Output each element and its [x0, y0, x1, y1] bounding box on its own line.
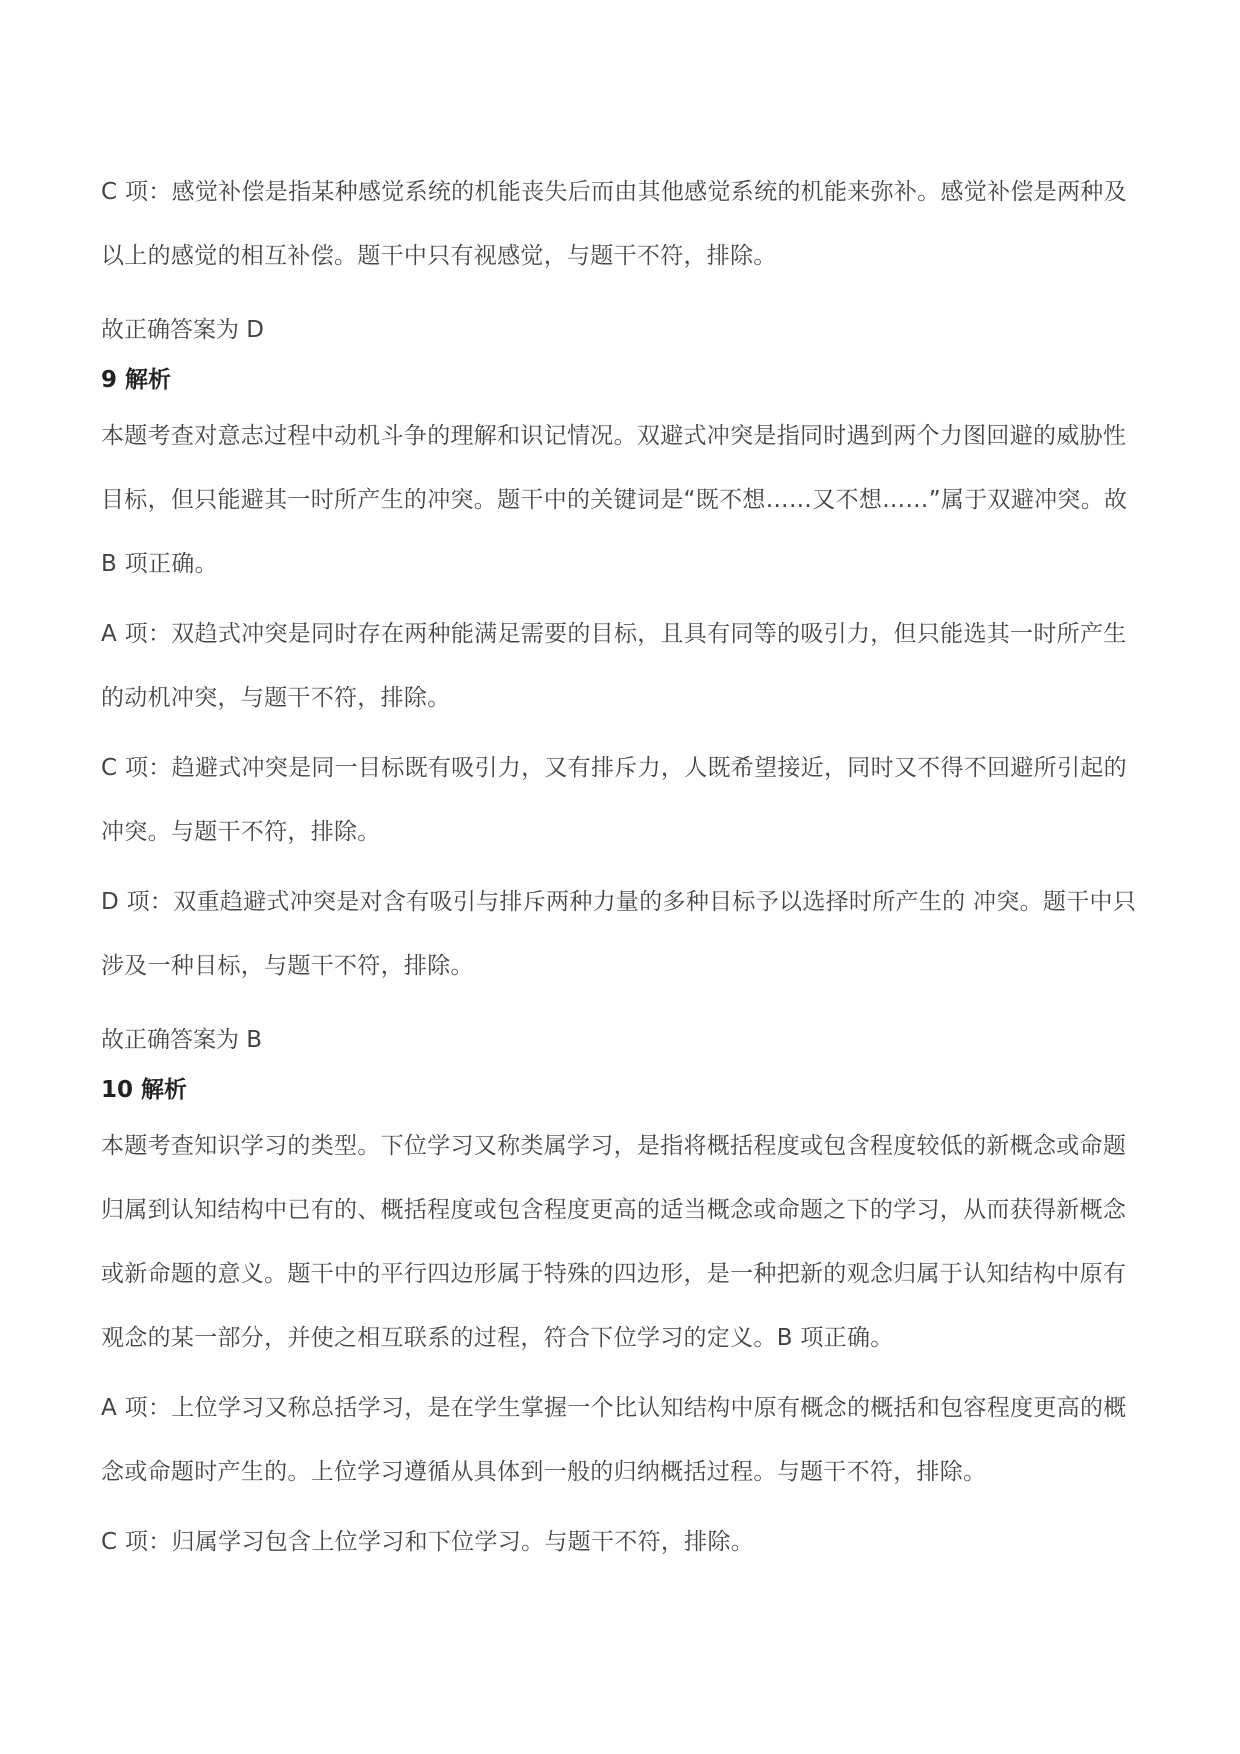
option-c-explanation-q9: C 项：趋避式冲突是同一目标既有吸引力，又有排斥力，人既希望接近，同时又不得不回避所引起的冲突。与题干不符，排除。 — [101, 755, 1127, 845]
option-c-explanation-q10: C 项：归属学习包含上位学习和下位学习。与题干不符，排除。 — [101, 1529, 755, 1555]
document-body — [101, 160, 1146, 1580]
answer-line-q8: 故正确答案为 D — [101, 317, 265, 343]
option-a-explanation-q9: A 项：双趋式冲突是同时存在两种能满足需要的目标，且具有同等的吸引力，但只能选其一时所产生的动机冲突，与题干不符，排除。 — [101, 621, 1127, 711]
heading-q10: 10 解析 — [101, 1077, 188, 1103]
analysis-q9: 本题考查对意志过程中动机斗争的理解和识记情况。双避式冲突是指同时遇到两个力图回避的威胁性目标，但只能避其一时所产生的冲突。题干中的关键词是“既不想……又不想……”属于双避冲突。故 B 项正确。 — [101, 423, 1128, 577]
answer-line-q9: 故正确答案为 B — [101, 1027, 263, 1053]
option-c-explanation-q8: C 项：感觉补偿是指某种感觉系统的机能丧失后而由其他感觉系统的机能来弥补。感觉补偿是两种及以上的感觉的相互补偿。题干中只有视感觉，与题干不符，排除。 — [101, 179, 1127, 269]
option-a-explanation-q10: A 项：上位学习又称总括学习，是在学生掌握一个比认知结构中原有概念的概括和包容程度更高的概念或命题时产生的。上位学习遵循从具体到一般的归纳概括过程。与题干不符，排除。 — [101, 1395, 1127, 1485]
option-d-explanation-q9: D 项：双重趋避式冲突是对含有吸引与排斥两种力量的多种目标予以选择时所产生的 冲突。题干中只涉及一种目标，与题干不符，排除。 — [101, 889, 1137, 979]
heading-q9: 9 解析 — [101, 367, 172, 393]
analysis-q10: 本题考查知识学习的类型。下位学习又称类属学习，是指将概括程度或包含程度较低的新概念或命题归属到认知结构中已有的、概括程度或包含程度更高的适当概念或命题之下的学习，从而获得新概念或新命题的意义。题干中的平行四边形属于特殊的四边形，是一种把新的观念归属于认知结构中原有观念的某一部分，并使之相互联系的过程，符合下位学习的定义。B 项正确。 — [101, 1133, 1127, 1351]
